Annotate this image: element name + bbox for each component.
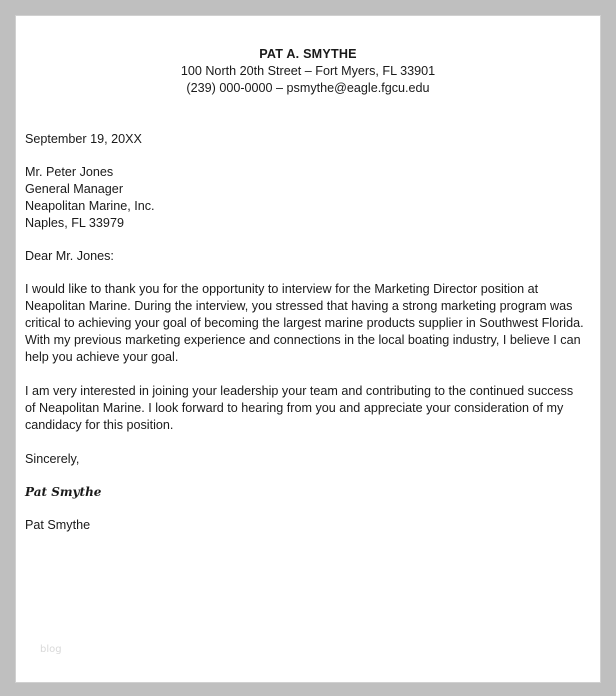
paragraph-2-line: of Neapolitan Marine. I look forward to hearing from you and appreciate your consideration of my <box>25 401 564 415</box>
recipient-city: Naples, FL 33979 <box>25 216 124 230</box>
salutation: Dear Mr. Jones: <box>25 249 114 263</box>
letterhead <box>16 46 600 97</box>
sender-name: PAT A. SMYTHE <box>259 47 357 61</box>
letter-page <box>16 16 600 682</box>
recipient-company: Neapolitan Marine, Inc. <box>25 199 155 213</box>
paragraph-1-line: I would like to thank you for the opportunity to interview for the Marketing Director position at <box>25 282 539 296</box>
sender-contact: (239) 000-0000 – psmythe@eagle.fgcu.edu <box>186 81 430 95</box>
paragraph-1-line: Neapolitan Marine. During the interview, you stressed that having a strong marketing program was <box>25 299 573 313</box>
paragraph-2-line: I am very interested in joining your leadership your team and contributing to the continued success <box>25 384 574 398</box>
handwritten-signature: Pat Smythe <box>25 485 102 499</box>
recipient-address <box>25 164 585 232</box>
watermark: blog <box>40 644 62 655</box>
recipient-title: General Manager <box>25 182 124 196</box>
paragraph-2 <box>25 383 585 434</box>
letter-body <box>25 131 585 534</box>
sender-address: 100 North 20th Street – Fort Myers, FL 33901 <box>180 64 436 78</box>
closing-block <box>25 451 585 468</box>
paragraph-1-line: critical to achieving your goal of becoming the largest marine products supplier in Southwest Florida. <box>25 316 584 330</box>
salutation-block <box>25 248 585 265</box>
letter-date-block <box>25 131 585 148</box>
paragraph-1-line: With my previous marketing experience and connections in the local boating industry, I believe I can <box>25 333 581 347</box>
recipient-name: Mr. Peter Jones <box>25 165 114 179</box>
letter-date: September 19, 20XX <box>25 132 142 146</box>
paragraph-1-line: help you achieve your goal. <box>25 350 179 364</box>
paragraph-2-line: candidacy for this position. <box>25 418 174 432</box>
typed-name: Pat Smythe <box>25 518 91 532</box>
paragraph-1 <box>25 281 585 366</box>
closing: Sincerely, <box>25 452 80 466</box>
